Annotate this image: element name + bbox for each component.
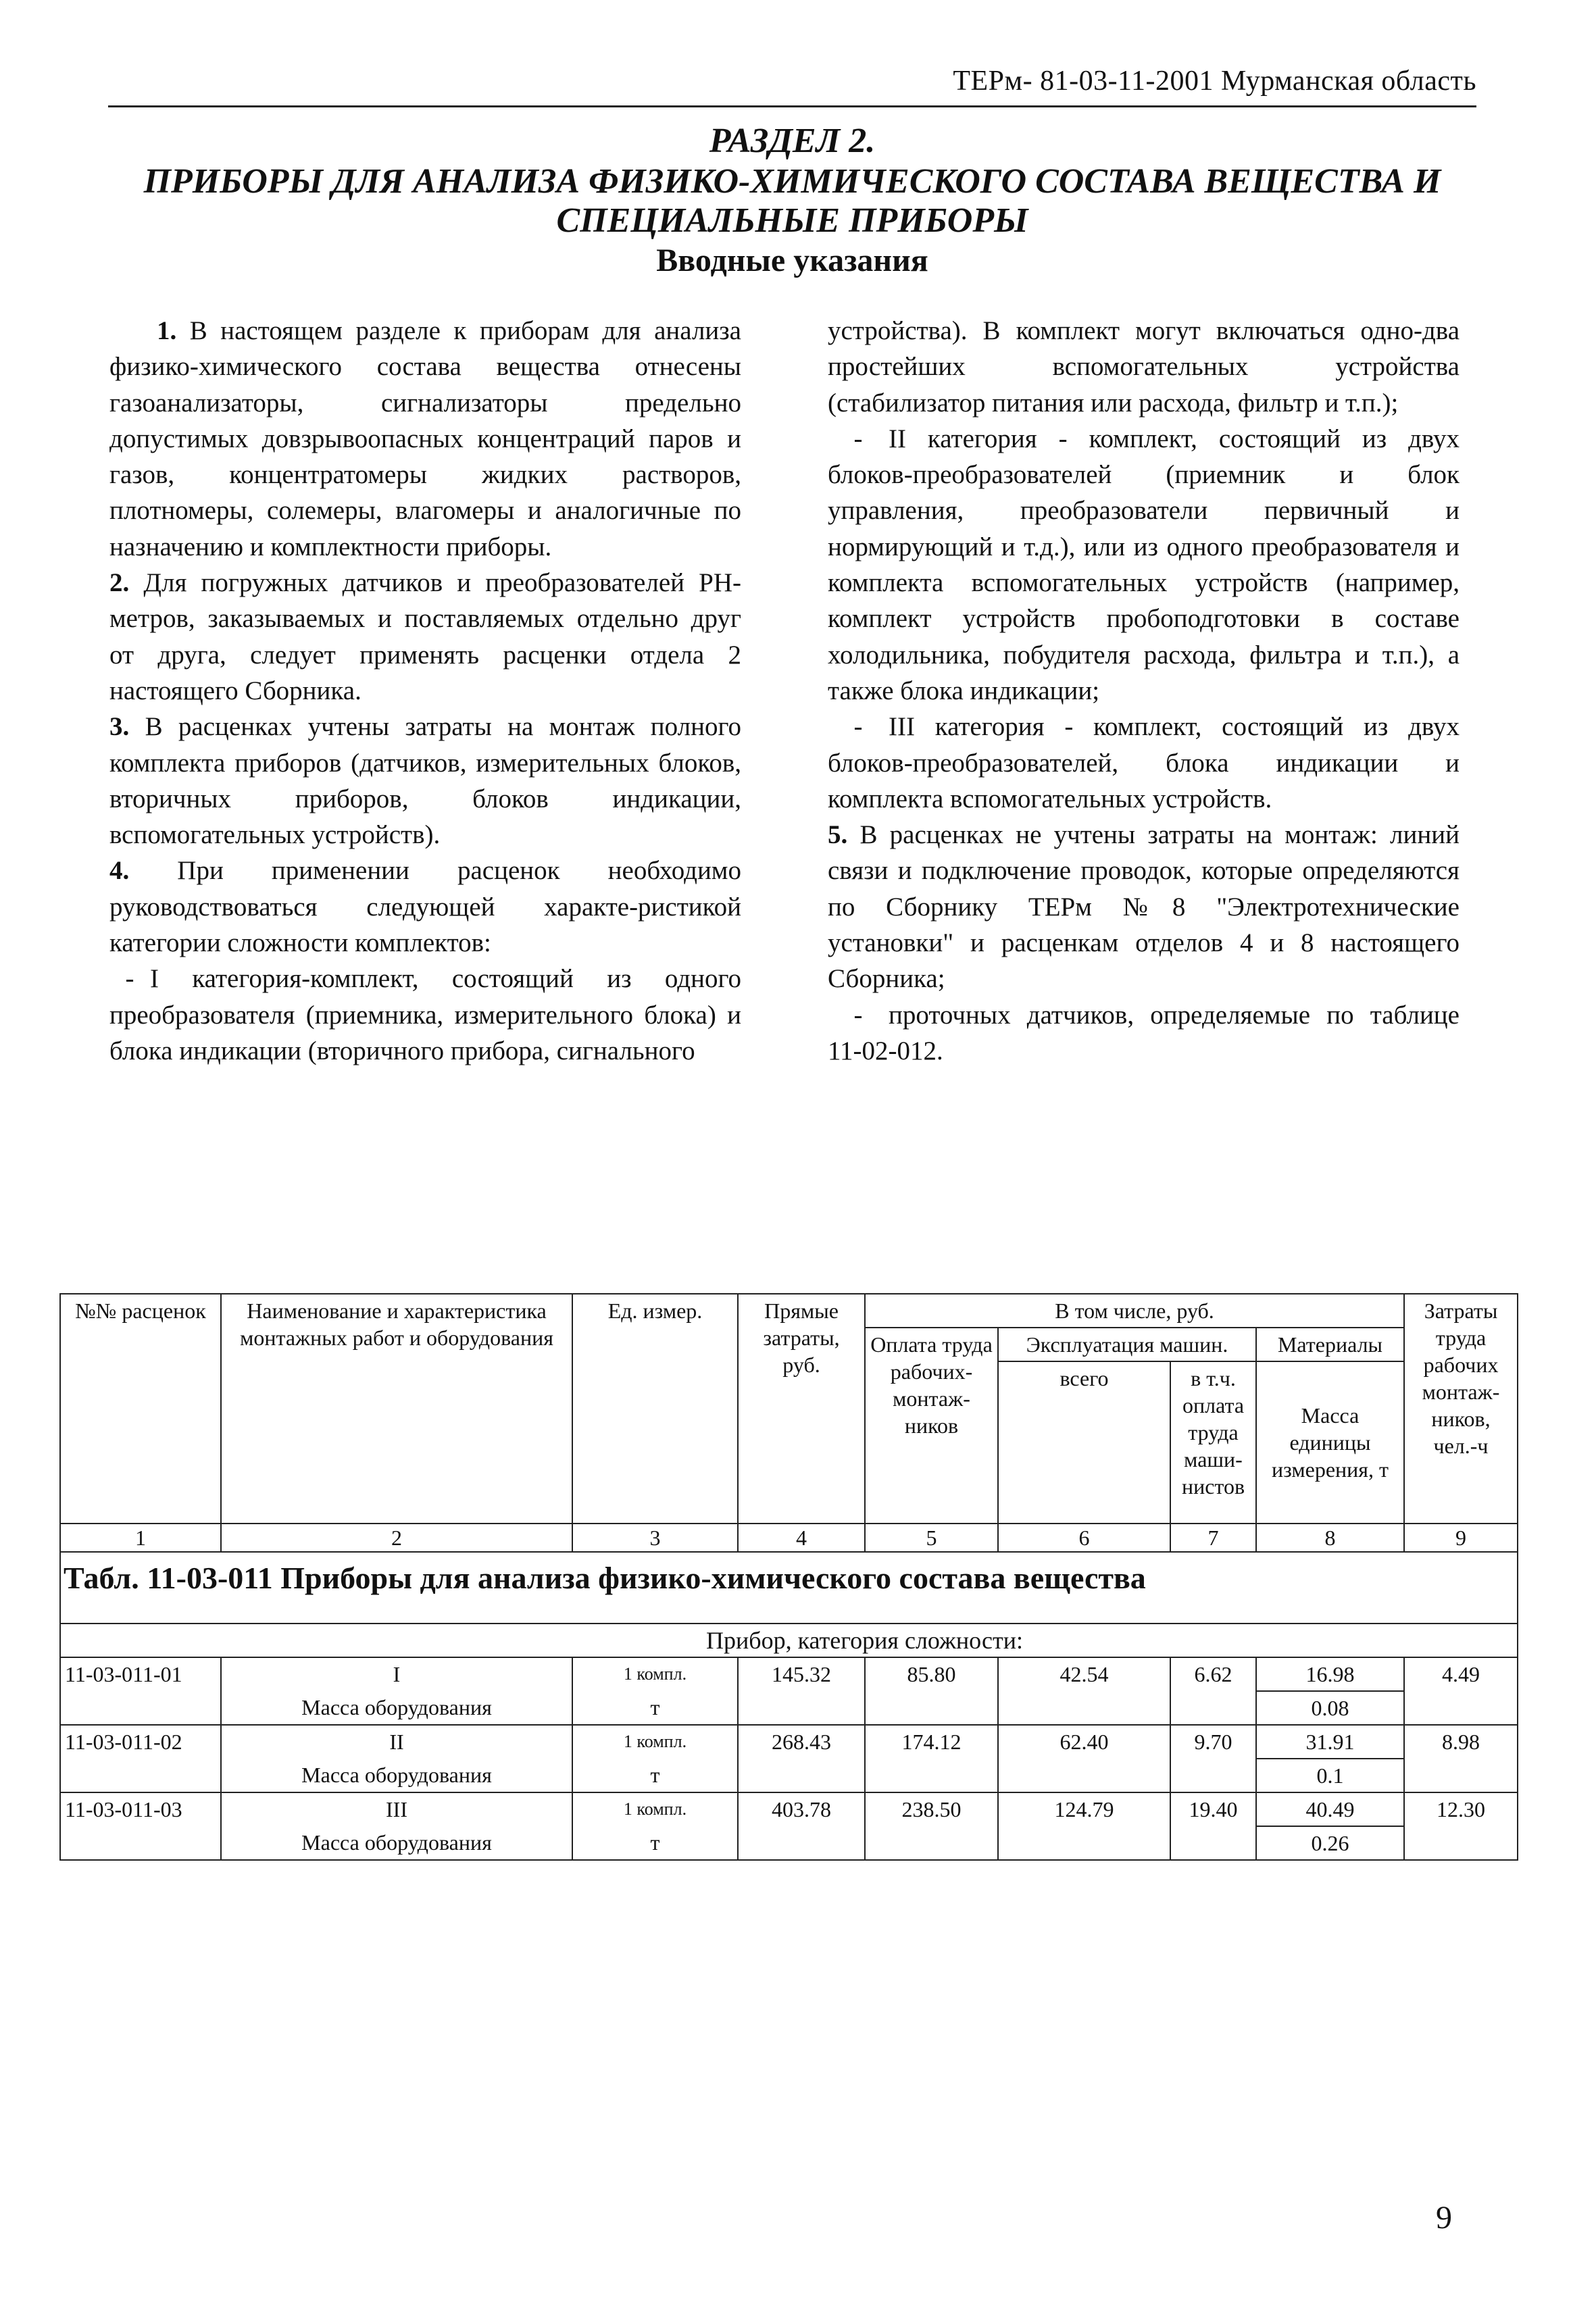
row-labor: 174.12 [865,1725,998,1792]
empty-cell [60,1759,221,1792]
header-name: Наименование и характеристика монтажных работ и оборудования [221,1294,572,1524]
paragraph-5: - I категория-комплект, состоящий из одного преобразователя (приемника, измерительного блока) и блока индикации (вторичного прибора, сигнального [109,964,741,1065]
table-row [60,1725,1518,1759]
paragraph-3: 3. В расценках учтены затраты на монтаж полного комплекта приборов (датчиков, измерительных блоков, вторичных приборов, блоков индикации, вспомогательных устройств). [109,712,741,850]
header-row-1 [60,1294,1518,1328]
row-materials: 31.91 [1256,1725,1404,1759]
col-number: 9 [1404,1524,1518,1552]
row-mach: 62.40 [998,1725,1170,1792]
column-number-row [60,1524,1518,1552]
header-hours: Затраты труда рабочих монтаж-ников, чел.-ч [1404,1294,1518,1524]
header-mach-total: всего [998,1361,1170,1524]
col-number: 3 [572,1524,738,1552]
mass-value: 0.08 [1256,1691,1404,1725]
row-name: II [221,1725,572,1759]
row-labor: 85.80 [865,1657,998,1725]
row-hours: 8.98 [1404,1725,1518,1792]
row-hours: 4.49 [1404,1657,1518,1725]
col-number: 6 [998,1524,1170,1552]
row-mach: 42.54 [998,1657,1170,1725]
mass-label: Масса оборудования [221,1826,572,1860]
mass-unit: т [572,1691,738,1725]
section-number: РАЗДЕЛ 2. [709,122,876,160]
row-name: III [221,1792,572,1826]
header-unit: Ед. измер. [572,1294,738,1524]
row-name: I [221,1657,572,1691]
section-heading-line2: СПЕЦИАЛЬНЫЕ ПРИБОРЫ [556,201,1028,240]
empty-cell [60,1826,221,1860]
mass-unit: т [572,1826,738,1860]
group-row [60,1624,1518,1657]
row-unit: 1 компл. [572,1725,738,1759]
col-number: 1 [60,1524,221,1552]
table-title: Табл. 11-03-011 Приборы для анализа физико-химического состава вещества [60,1552,1518,1624]
row-unit: 1 компл. [572,1792,738,1826]
header-direct: Прямые затраты, руб. [738,1294,865,1524]
table-row [60,1657,1518,1691]
col-number: 5 [865,1524,998,1552]
row-mach-labor: 9.70 [1170,1725,1256,1792]
header-group: В том числе, руб. [865,1294,1404,1328]
row-code: 11-03-011-02 [60,1725,221,1759]
section-subtitle: Вводные указания [656,243,928,278]
row-direct: 268.43 [738,1725,865,1792]
price-table [59,1293,1518,1861]
header-materials: Материалы [1256,1328,1404,1361]
col-number: 8 [1256,1524,1404,1552]
empty-cell [60,1691,221,1725]
row-unit: 1 компл. [572,1657,738,1691]
table-title-row [60,1552,1518,1624]
paragraph-2: 2. Для погружных датчиков и преобразователей РН-метров, заказываемых и поставляемых отдельно друг от друга, следует применять расценки отдела 2 настоящего Сборника. [109,568,741,705]
row-mach-labor: 19.40 [1170,1792,1256,1860]
left-column [109,313,741,1069]
header-exploitation: Эксплуатация машин. [998,1328,1256,1361]
paragraph-4: 4. При применении расценок необходимо руководствоваться следующей характе-ристикой категории сложности комплектов: [109,856,741,958]
document-code: ТЕРм- 81-03-11-2001 Мурманская область [953,66,1476,97]
row-code: 11-03-011-01 [60,1657,221,1691]
row-code: 11-03-011-03 [60,1792,221,1826]
paragraph-9: 5. В расценках не учтены затраты на монтаж: линий связи и подключение проводок, которые определяются по Сборнику ТЕРм №8 "Электротехнические установки" и расценкам отделов 4 и 8 настоящего Сборника; [828,820,1460,994]
row-hours: 12.30 [1404,1792,1518,1860]
paragraph-8: - III категория - комплект, состоящий из двух блоков-преобразователей, блока индикации и комплекта вспомогательных устройств. [828,712,1460,813]
mass-label: Масса оборудования [221,1759,572,1792]
col-number: 2 [221,1524,572,1552]
col-number: 7 [1170,1524,1256,1552]
paragraph-7: - II категория - комплект, состоящий из двух блоков-преобразователей (приемник и блок управления, преобразователи первичный и нормирующий и т.д.), или из одного преобразователя и комплекта вспомогательных устройств (например, комплект устройств пробоподготовки в составе холодильника, побудителя расхода, фильтра и т.п.), а также блока индикации; [828,424,1460,705]
row-labor: 238.50 [865,1792,998,1860]
right-column [828,313,1460,1069]
header-mach-labor: в т.ч. оплата труда маши-нистов [1170,1361,1256,1524]
mass-value: 0.26 [1256,1826,1404,1860]
page-header [108,65,1476,107]
row-materials: 16.98 [1256,1657,1404,1691]
row-materials: 40.49 [1256,1792,1404,1826]
row-mach-labor: 6.62 [1170,1657,1256,1725]
col-number: 4 [738,1524,865,1552]
header-labor: Оплата труда рабочих-монтаж-ников [865,1328,998,1524]
page-number: 9 [1436,2200,1452,2236]
section-heading-line1: ПРИБОРЫ ДЛЯ АНАЛИЗА ФИЗИКО-ХИМИЧЕСКОГО СОСТАВА ВЕЩЕСТВА И [143,162,1441,201]
table-row [60,1792,1518,1826]
row-direct: 145.32 [738,1657,865,1725]
paragraph-1: 1. В настоящем разделе к приборам для анализа физико-химического состава вещества отнесены газоанализаторы, сигнализаторы предельно допустимых довзрывоопасных концентраций паров и газов, концентратомеры жидких растворов, плотномеры, солемеры, влагомеры и аналогичные по назначению и комплектности приборы. [109,316,741,561]
header-code: №№ расценок [60,1294,221,1524]
row-mach: 124.79 [998,1792,1170,1860]
paragraph-6: устройства). В комплект могут включаться одно-два простейших вспомогательных устройства (стабилизатор питания или расхода, фильтр и т.п.); [828,316,1460,418]
mass-value: 0.1 [1256,1759,1404,1792]
row-direct: 403.78 [738,1792,865,1860]
paragraph-10: - проточных датчиков, определяемые по таблице 11-02-012. [828,1000,1460,1065]
group-label: Прибор, категория сложности: [60,1624,1518,1657]
mass-unit: т [572,1759,738,1792]
mass-label: Масса оборудования [221,1691,572,1725]
header-mass: Масса единицы измерения, т [1256,1361,1404,1524]
